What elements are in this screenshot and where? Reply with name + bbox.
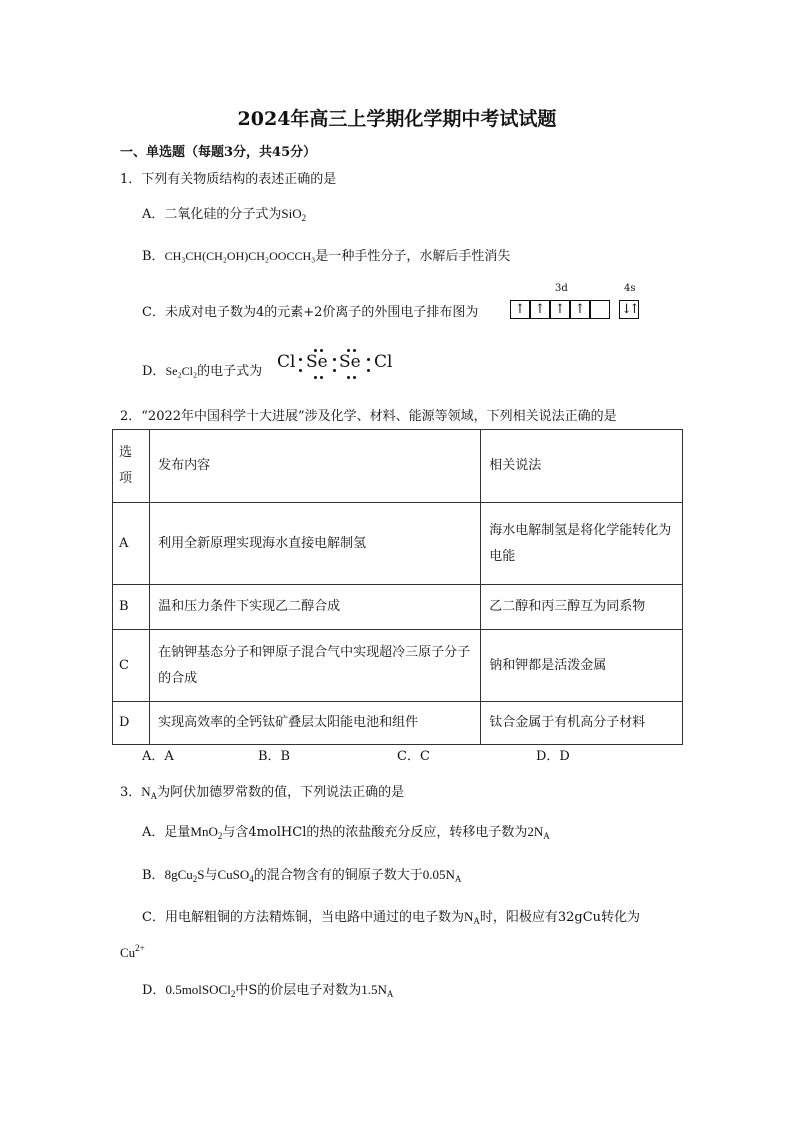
page-title: 2024年高三上学期化学期中考试试题 [237,108,557,130]
text: 中S的价层电子对数为 [235,983,362,998]
text: C．用电解粗铜的方法精炼铜，当电路中通过的电子数为 [142,910,464,925]
text: S与 [197,867,218,882]
question-2-stem: 2．“2022年中国科学十大进展”涉及化学、材料、能源等领域，下列相关说法正确的是 [120,409,617,424]
formula: 0.05N [422,867,455,882]
table-cell-option: A [113,503,150,585]
q2-choice-d: D．D [536,749,570,764]
q1-option-b [142,245,510,264]
q3-stem-tail: 为阿伏加德罗常数的值，下列说法正确的是 [157,785,405,800]
q1-option-a-formula: SiO [281,206,302,221]
electron-dot [367,369,370,372]
paired-arrow-icon: ↓↑ [621,302,637,317]
q3-option-c [142,906,640,926]
text: 与含4molHCl的热的浓盐酸充分反应，转移电子数为 [222,825,528,840]
up-arrow-icon: ↑ [574,302,586,317]
q1-option-d [142,360,262,379]
up-arrow-icon: ↑ [534,302,546,317]
q1-option-b-tail: 是一种手性分子，水解后手性消失 [315,249,511,264]
electron-dot [333,369,336,372]
electron-dot [299,358,302,361]
q3-number: 3． [120,785,142,800]
q1-option-d-formula: Se₂Cl₂ [165,364,198,378]
table-cell-option: B [113,585,150,630]
electron-dot [314,349,317,352]
section-heading: 一、单选题（每题3分，共45分） [120,145,317,160]
up-arrow-icon: ↑ [554,302,566,317]
question-2-table [112,429,683,745]
up-arrow-icon: ↑ [514,302,526,317]
orbital-3d-label: 3d [555,283,568,294]
atom-cl-right: Cl [374,352,393,372]
formula-sub: 2 [192,874,198,884]
electron-dot [299,369,302,372]
formula: 0.5molSOCl [165,982,231,997]
q1-option-d-tail: 的电子式为 [197,364,263,379]
electron-dot [347,376,350,379]
formula-sub: A [454,874,462,884]
electron-dot [367,358,370,361]
formula-sup: 2+ [135,943,145,953]
table-cell-content: 利用全新原理实现海水直接电解制氢 [150,503,481,585]
q1-option-b-formula: CH₃CH(CH₂OH)CH₂OOCCH₃ [164,249,316,263]
formula: 2N [527,824,544,839]
electron-dot [314,376,317,379]
electron-dot [320,349,323,352]
electron-dot [333,358,336,361]
table-row [113,503,683,585]
electron-dot [353,349,356,352]
table-cell-option: C [113,630,150,702]
q2-choice-b: B．B [258,749,291,764]
table-cell-remark: 钠和钾都是活泼金属 [481,630,683,702]
table-header-row [113,430,683,503]
table-cell-content: 实现高效率的全钙钛矿叠层太阳能电池和组件 [150,702,481,745]
table-cell-remark: 乙二醇和丙三醇互为同系物 [481,585,683,630]
electron-dot [347,349,350,352]
q2-choice-c: C．C [397,749,430,764]
question-3-stem [120,781,404,801]
formula: 8gCu [164,867,193,882]
text: 的混合物含有的铜原子数大于 [253,868,423,883]
electron-dot [353,376,356,379]
formula-sub: A [543,831,550,841]
table-cell-content: 在钠钾基态分子和钾原子混合气中实现超冷三原子分子的合成 [150,630,481,702]
table-cell-option: D [113,702,150,745]
q1-option-b-label: B． [142,249,165,264]
q2-choice-a: A．A [142,749,174,764]
formula-sub: A [386,989,394,999]
header-content: 发布内容 [150,430,481,503]
q3-option-b [142,864,461,884]
table-row [113,702,683,745]
formula: MnO [190,824,218,839]
formula: CuSO [217,867,250,882]
formula-sub: A [473,916,480,926]
q1-option-c: C．未成对电子数为4的元素+2价离子的外围电子排布图为 [142,305,479,320]
q3-na-sub: A [150,791,158,801]
formula: N [463,909,474,924]
q1-option-a [142,203,306,223]
orbital-3d-box-5 [590,300,610,319]
formula-sub: 4 [249,874,254,884]
electron-dot [320,376,323,379]
formula-sub: 2 [230,989,236,999]
text: A．足量 [142,825,191,840]
q1-option-d-label: D． [142,364,166,379]
q3-na: N [141,784,151,799]
table-cell-remark: 海水电解制氢是将化学能转化为电能 [481,503,683,585]
table-row [113,585,683,630]
text: 时，阳极应有32gCu转化为 [479,910,641,925]
header-remark: 相关说法 [481,430,683,503]
q3-option-a [142,821,550,841]
q1-option-a-label: A．二氧化硅的分子式为 [142,207,282,222]
formula: 1.5N [361,982,387,997]
orbital-4s-label: 4s [624,283,636,294]
q3-option-c-continued [120,943,145,961]
header-option: 选项 [113,430,150,503]
table-cell-remark: 钛合金属于有机高分子材料 [481,702,683,745]
atom-se-right: Se [339,352,361,372]
formula: Cu [120,945,136,960]
question-1-stem: 1．下列有关物质结构的表述正确的是 [120,172,337,187]
q3-option-d [142,979,393,999]
atom-se-left: Se [306,352,328,372]
q1-option-a-formula-sub: 2 [301,213,307,223]
text: B． [142,868,165,883]
atom-cl-left: Cl [277,352,296,372]
text: D． [142,983,166,998]
table-cell-content: 温和压力条件下实现乙二醇合成 [150,585,481,630]
table-row [113,630,683,702]
formula-sub: 2 [217,831,223,841]
